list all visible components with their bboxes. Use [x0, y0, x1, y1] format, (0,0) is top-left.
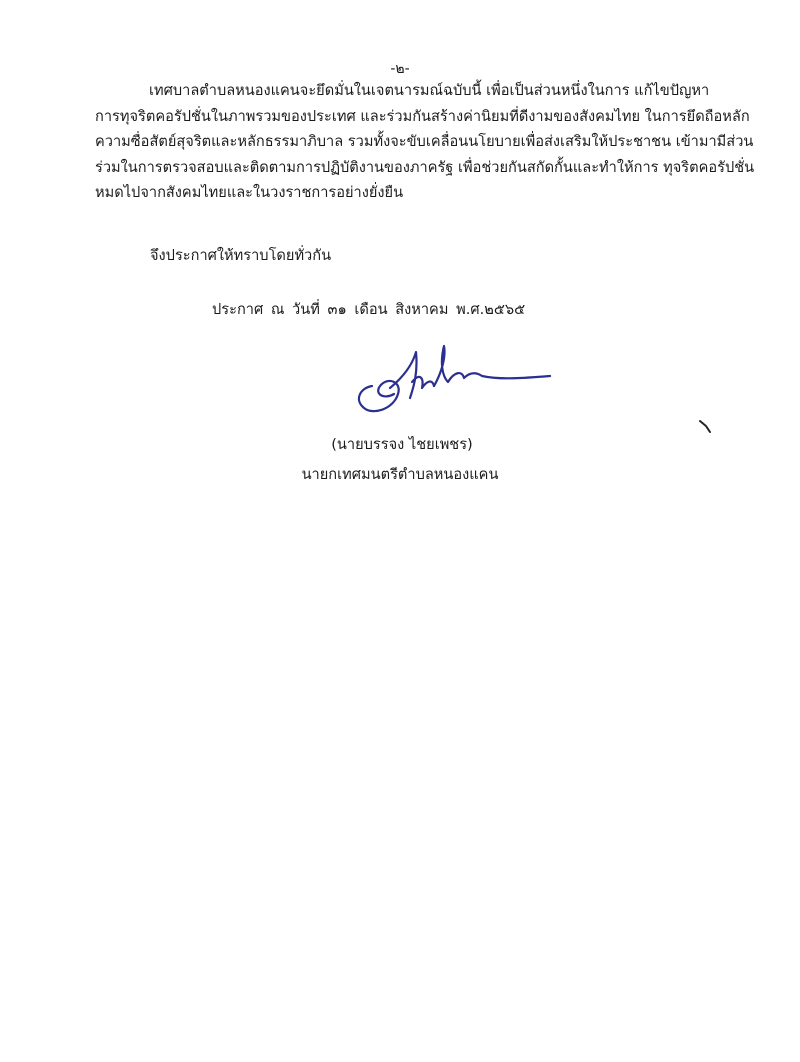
handwritten-signature: [350, 342, 560, 422]
ink-mark-stroke: [700, 421, 710, 432]
announcement-date: ประกาศ ณ วันที่ ๓๑ เดือน สิงหาคม พ.ศ.๒๕๖๕: [212, 301, 526, 318]
paragraph-line: ร่วมในการตรวจสอบและติดตามการปฏิบัติงานของภาครัฐ เพื่อช่วยกันสกัดกั้นและทำให้การ ทุจริตคอรัปชั่น: [95, 158, 755, 176]
signature-stroke: [390, 352, 434, 398]
signer-title: นายกเทศมนตรีตำบลหนองแคน: [301, 466, 499, 483]
closing-statement: จึงประกาศให้ทราบโดยทั่วกัน: [150, 247, 332, 264]
paragraph-line: ความซื่อสัตย์สุจริตและหลักธรรมาภิบาล รวมทั้งจะขับเคลื่อนนโยบายเพื่อส่งเสริมให้ประชาชน เข้ามามีส่วน: [95, 133, 754, 150]
paragraph-line: การทุจริตคอรัปชั่นในภาพรวมของประเทศ และร่วมกันสร้างค่านิยมที่ดีงามของสังคมไทย ในการยึดถือหลัก: [95, 107, 750, 125]
signer-name: (นายบรรจง ไชยเพชร): [331, 436, 473, 453]
paragraph-line: หมดไปจากสังคมไทยและในวงราชการอย่างยั่งยืน: [95, 184, 404, 201]
paragraph-line: เทศบาลตำบลหนองแคนจะยึดมั่นในเจตนารมณ์ฉบับนี้ เพื่อเป็นส่วนหนึ่งในการ แก้ไขปัญหา: [149, 82, 710, 99]
page-number: -๒-: [390, 61, 410, 77]
signature-stroke: [434, 346, 550, 386]
stray-ink-mark: [698, 418, 714, 434]
body-paragraph: [95, 78, 755, 206]
